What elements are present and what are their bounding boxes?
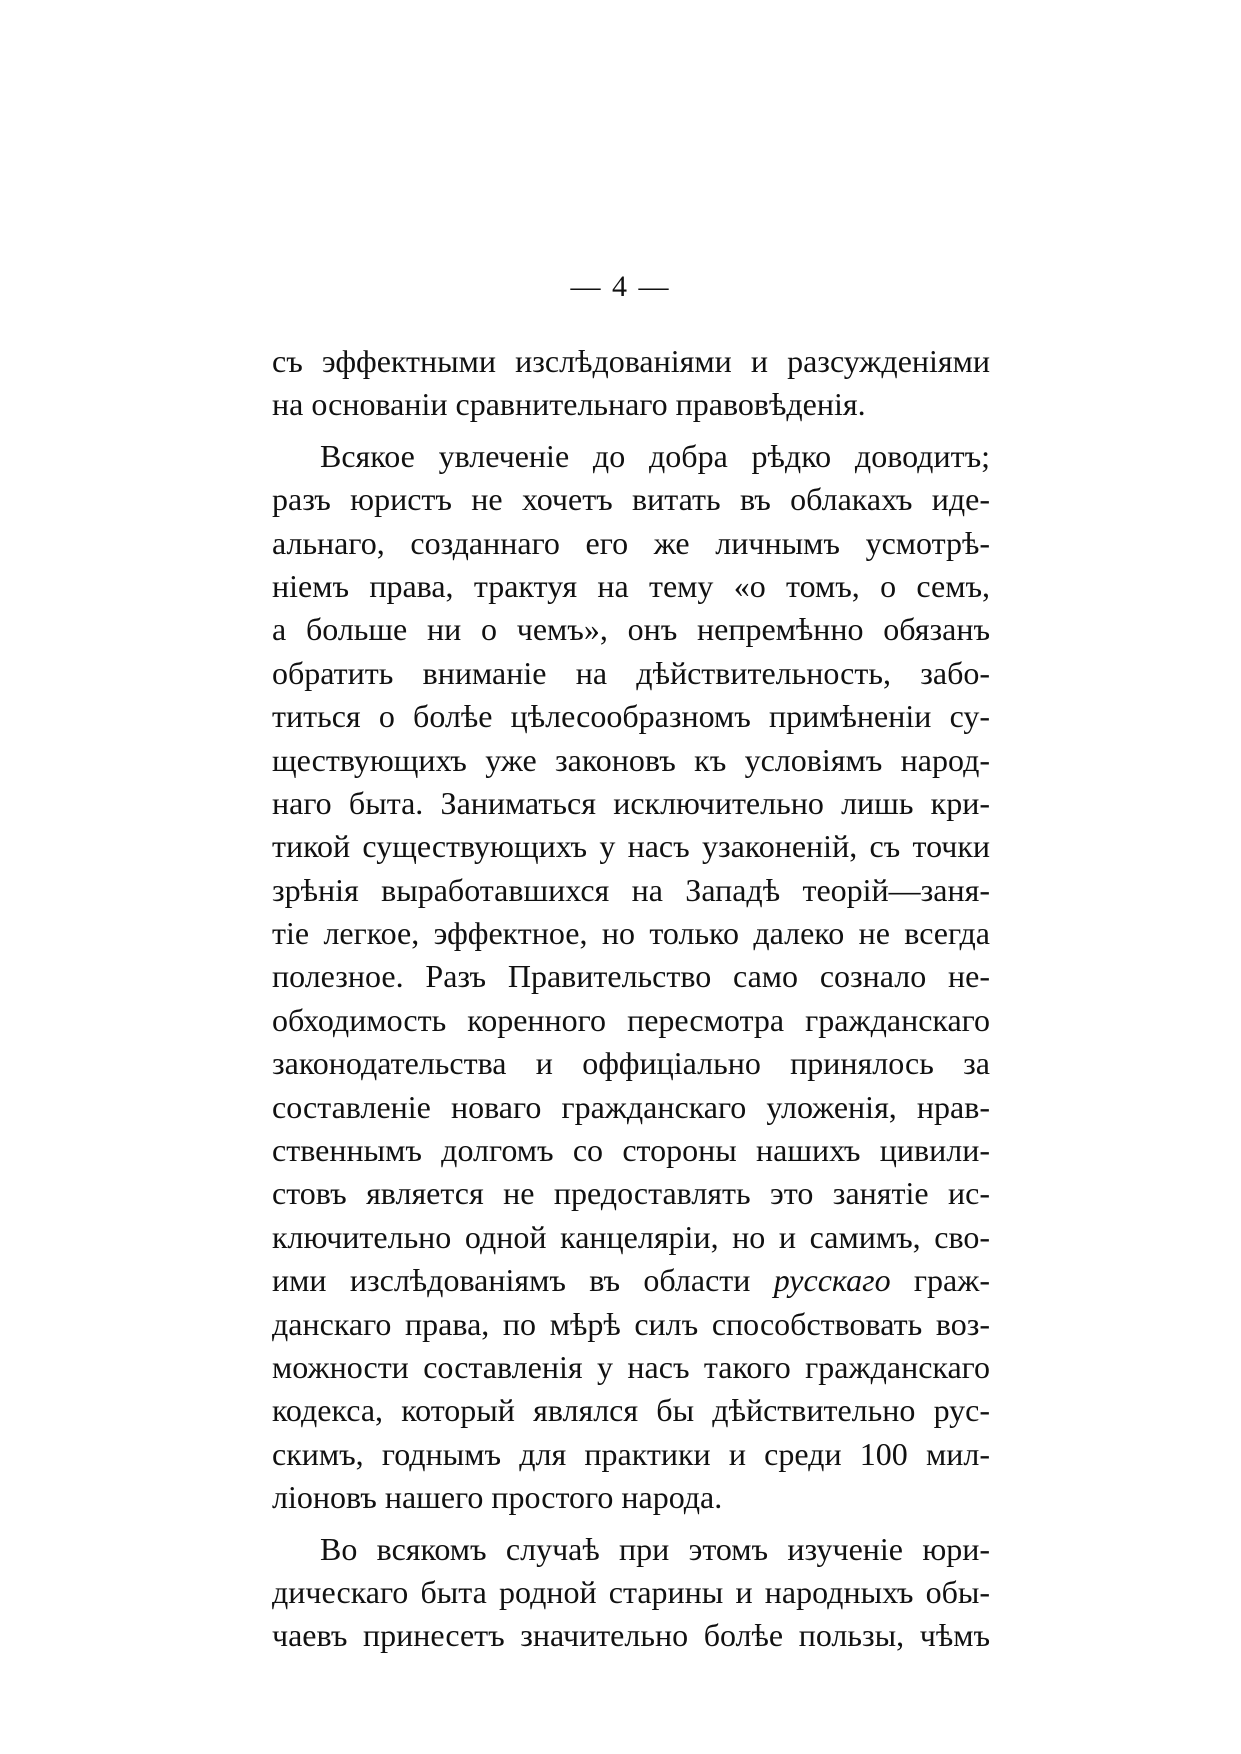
text-line: ніемъ права, трактуя на тему «о томъ, о семъ, [272,567,990,604]
text-line: а больше ни о чемъ», онъ непремѣнно обязанъ [272,611,990,648]
text-line-with-italic [272,1259,990,1302]
paragraph-3 [272,1528,990,1658]
text-line: зрѣнія выработавшихся на Западѣ теорій—заня- [272,871,990,908]
text-line: тіе легкое, эффектное, но только далеко не всегда [272,915,990,952]
italic-word: русскаго [773,1262,891,1299]
text-line: составленіе новаго гражданскаго уложенія, нрав- [272,1088,990,1125]
text-line: разъ юристъ не хочетъ витать въ облакахъ иде- [272,481,990,518]
text-line: данскаго права, по мѣрѣ силъ способствовать воз- [272,1305,990,1342]
text-line: ществующихъ уже законовъ къ условіямъ народ- [272,741,990,778]
text-line: скимъ, годнымъ для практики и среди 100 мил- [272,1435,990,1472]
text-line: Во всякомъ случаѣ при этомъ изученіе юри- [320,1530,990,1567]
text-line: обратить вниманіе на дѣйствительность, забо- [272,654,990,691]
page-number: — 4 — [570,270,671,303]
text-line: чаевъ принесетъ значительно болѣе пользы, чѣмъ [272,1617,990,1654]
text-line: кодекса, который являлся бы дѣйствительно рус- [272,1392,990,1429]
text-line: на основаніи сравнительнаго правовѣденія. [272,386,866,423]
text-line: ственнымъ долгомъ со стороны нашихъ цивили- [272,1132,990,1169]
text-line: полезное. Разъ Правительство само сознало не- [272,958,990,995]
text-line: тикой существующихъ у насъ узаконеній, съ точки [272,828,990,865]
text-line: дическаго быта родной старины и народныхъ обы- [272,1573,990,1610]
text-segment: граж- [913,1262,990,1299]
text-line: наго быта. Заниматься исключительно лишь кри- [272,784,990,821]
text-line: обходимость коренного пересмотра гражданскаго [272,1001,990,1038]
text-line: съ эффектными изслѣдованіями и разсужденіями [272,343,990,379]
text-line: стовъ является не предоставлять это занятіе ис- [272,1175,990,1212]
text-line: Всякое увлеченіе до добра рѣдко доводитъ; [320,437,990,474]
text-line: альнаго, созданнаго его же личнымъ усмотрѣ- [272,524,990,561]
body-text [272,340,990,1658]
text-line: законодательства и оффиціально принялось за [272,1045,990,1082]
text-line: титься о болѣе цѣлесообразномъ примѣненіи су- [272,698,990,735]
text-segment: ими изслѣдованіямъ въ области [272,1262,751,1299]
text-line: ліоновъ нашего простого народа. [272,1479,723,1516]
text-line: ключительно одной канцеляріи, но и самимъ, сво- [272,1218,990,1255]
paragraph-2 [272,435,990,1520]
paragraph-1 [272,340,990,427]
text-line: можности составленія у насъ такого гражданскаго [272,1348,990,1385]
